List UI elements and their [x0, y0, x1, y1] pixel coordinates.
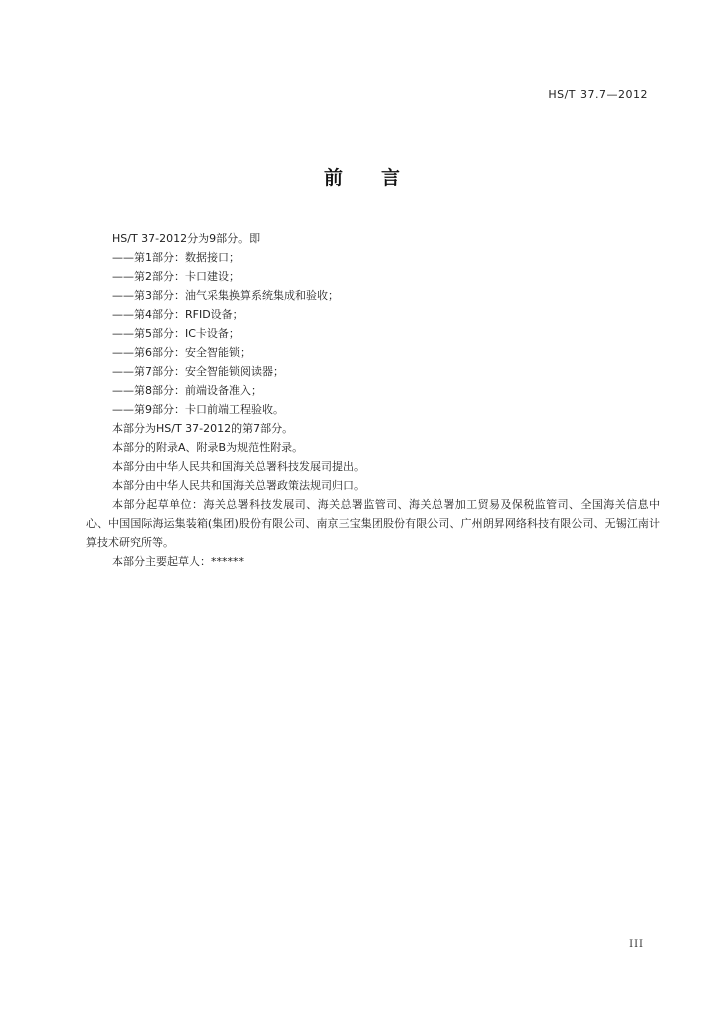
part-list-item: ——第5部分：IC卡设备； — [112, 327, 240, 340]
body-line: 本部分的附录A、附录B为规范性附录。 — [112, 441, 304, 454]
drafting-units-paragraph: 本部分起草单位：海关总署科技发展司、海关总署监管司、海关总署加工贸易及保税监管司、全国海关信息中心、中国国际海运集装箱(集团)股份有限公司、南京三宝集团股份有限公司、广州朗昇网络科技有限公司、无锡江南计算技术研究所等。 — [86, 498, 660, 549]
part-list-item: ——第7部分：安全智能锁阅读器； — [112, 365, 284, 378]
part-list-item: ——第4部分：RFID设备； — [112, 308, 244, 321]
part-list-item: ——第1部分：数据接口； — [112, 251, 240, 264]
body-line: 本部分由中华人民共和国海关总署科技发展司提出。 — [112, 460, 365, 473]
title-char-1: 前 — [323, 167, 343, 189]
body-line: HS/T 37-2012分为9部分。即 — [112, 232, 261, 245]
part-list-item: ——第3部分：油气采集换算系统集成和验收； — [112, 289, 339, 302]
drafters-line: 本部分主要起草人：****** — [112, 555, 244, 568]
part-list-item: ——第8部分：前端设备准入； — [112, 384, 262, 397]
part-list-item: ——第2部分：卡口建设； — [112, 270, 240, 283]
part-list-item: ——第9部分：卡口前端工程验收。 — [112, 403, 284, 416]
standard-code: HS/T 37.7—2012 — [548, 88, 648, 101]
body-line: 本部分由中华人民共和国海关总署政策法规司归口。 — [112, 479, 365, 492]
foreword-body — [86, 229, 660, 571]
page-number: III — [629, 939, 644, 950]
page-title — [0, 163, 724, 190]
body-line: 本部分为HS/T 37-2012的第7部分。 — [112, 422, 294, 435]
part-list-item: ——第6部分：安全智能锁； — [112, 346, 251, 359]
title-char-2: 言 — [381, 167, 401, 189]
